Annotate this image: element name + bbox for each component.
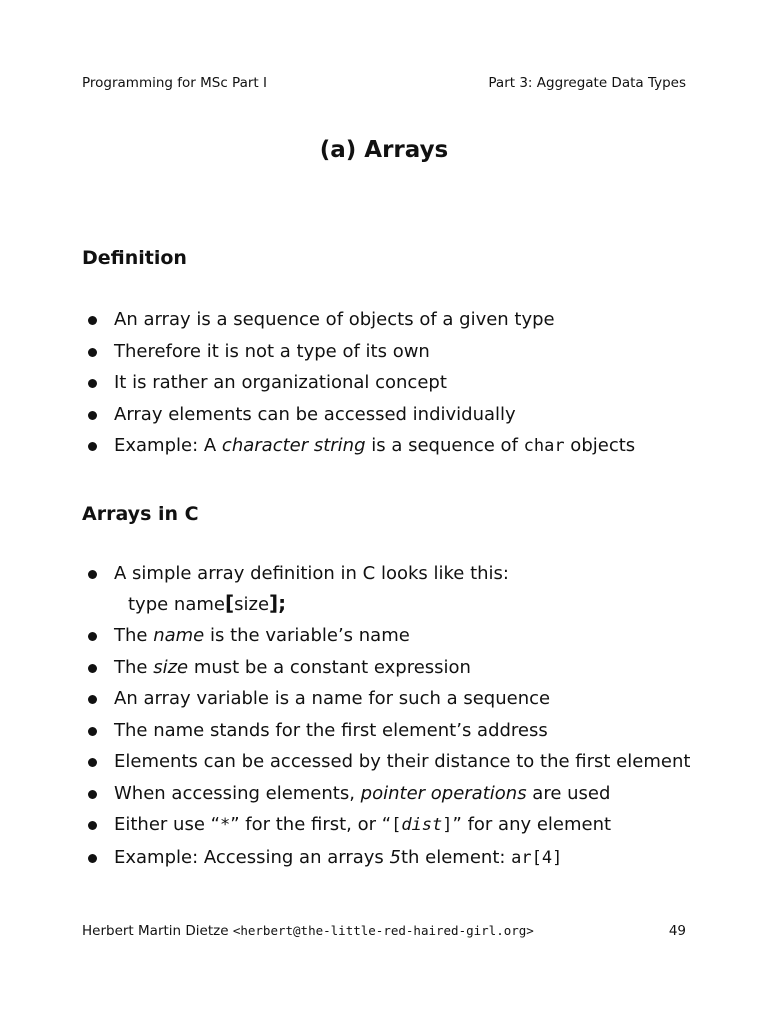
dist-term: dist: [401, 815, 443, 835]
bullet-text: The name stands for the first element’s address: [114, 719, 548, 741]
list-item: [82, 778, 702, 810]
bullet-text: An array variable is a name for such a sequence: [114, 688, 551, 709]
page-number: 49: [668, 923, 686, 939]
syntax-size: size: [234, 593, 270, 615]
index-open-bracket: [: [391, 815, 402, 835]
list-item: [82, 620, 702, 652]
bullet-icon: [88, 695, 97, 704]
example-middle: is a sequence of: [365, 435, 524, 456]
definition-heading: Definition: [82, 247, 187, 269]
list-item: [82, 809, 702, 842]
list-item: [82, 558, 702, 620]
size-prefix: The: [114, 656, 154, 678]
example-prefix: Example: A: [114, 435, 222, 456]
bullet-icon: [88, 632, 97, 641]
character-string-term: character string: [221, 435, 366, 456]
either-prefix: Either use “: [114, 814, 220, 835]
either-middle: ” for the first, or “: [230, 814, 392, 835]
syntax-open-bracket: [: [224, 590, 235, 615]
list-item: [82, 367, 702, 399]
bullet-icon: [88, 570, 97, 579]
list-item: [82, 336, 702, 368]
list-item: [82, 304, 702, 336]
bullet-icon: [88, 758, 97, 767]
author-email: <herbert@the-little-red-haired-girl.org>: [232, 923, 534, 938]
size-term: size: [153, 656, 189, 678]
bullet-icon: [88, 727, 97, 736]
bullet-icon: [88, 821, 97, 830]
array-access-code: ar[4]: [511, 847, 563, 868]
list-item: [82, 683, 702, 715]
bullet-text: Array elements can be accessed individually: [114, 403, 516, 425]
name-suffix: is the variable’s name: [204, 625, 410, 646]
char-code: char: [523, 436, 565, 456]
part-title: Part 3: Aggregate Data Types: [488, 75, 686, 91]
bullet-icon: [88, 442, 97, 451]
bullet-icon: [88, 379, 97, 388]
star-operator: *: [219, 815, 231, 835]
example-suffix: objects: [564, 435, 636, 456]
example-th: th element:: [400, 846, 512, 868]
bullet-icon: [88, 664, 97, 673]
pointer-suffix: are used: [526, 782, 611, 804]
name-term: name: [153, 625, 205, 646]
bullet-text: Elements can be accessed by their distance to the first element: [114, 751, 691, 772]
bullet-icon: [88, 790, 97, 799]
size-suffix: must be a constant expression: [188, 656, 471, 678]
bullet-text: An array is a sequence of objects of a given type: [114, 309, 555, 330]
author-name: Herbert Martin Dietze: [82, 923, 233, 939]
bullet-text: It is rather an organizational concept: [114, 372, 447, 393]
slide-title: (a) Arrays: [319, 137, 449, 163]
arrays-in-c-heading: Arrays in C: [82, 503, 199, 525]
name-prefix: The: [114, 625, 154, 646]
array-syntax-line: [114, 588, 702, 621]
bullet-icon: [88, 316, 97, 325]
bullet-text: Therefore it is not a type of its own: [114, 340, 430, 362]
bullet-icon: [88, 411, 97, 420]
list-item: [82, 746, 702, 778]
syntax-type-name: type name: [128, 593, 225, 615]
pointer-prefix: When accessing elements,: [114, 782, 361, 804]
bullet-icon: [88, 854, 97, 863]
list-item: [82, 652, 702, 684]
list-item: [82, 430, 702, 463]
list-item: [82, 715, 702, 747]
list-item: [82, 399, 702, 431]
syntax-close-bracket: ];: [269, 590, 287, 615]
bullet-text: A simple array definition in C looks like this:: [114, 563, 509, 584]
either-suffix: ” for any element: [452, 814, 612, 835]
arrays-in-c-bullet-list: [82, 558, 702, 874]
course-title: Programming for MSc Part I: [82, 75, 267, 91]
list-item: [82, 842, 702, 875]
definition-bullet-list: [82, 304, 702, 463]
author-line: [82, 922, 534, 940]
bullet-icon: [88, 348, 97, 357]
fifth-number: 5: [389, 846, 401, 868]
example-prefix: Example: Accessing an arrays: [114, 846, 390, 868]
index-close-bracket: ]: [442, 815, 453, 835]
pointer-operations-term: pointer operations: [360, 782, 527, 804]
